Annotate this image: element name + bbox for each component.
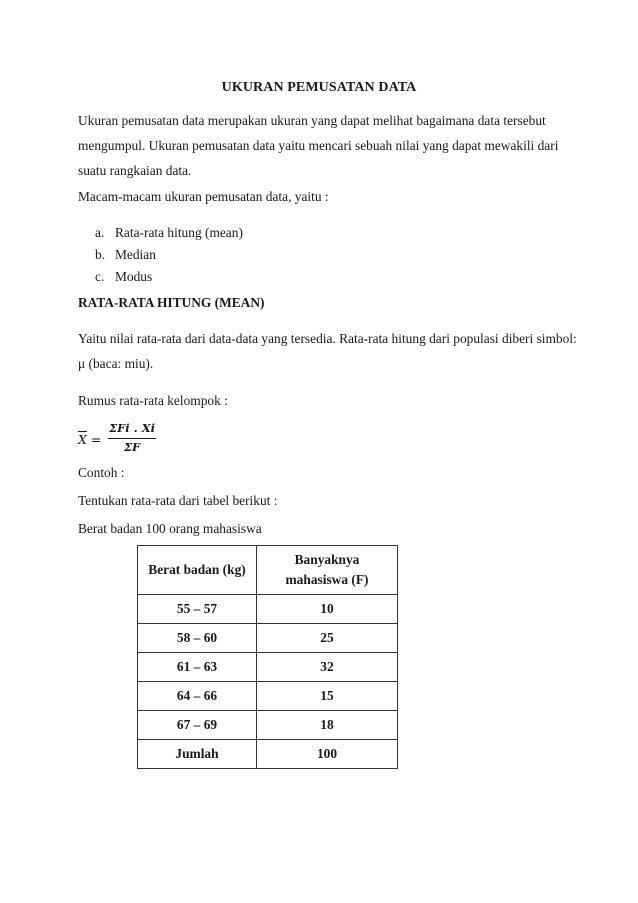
frequency-table <box>137 545 398 769</box>
formula-numerator: ΣFi . Xi <box>108 420 156 439</box>
table-cell-frequency: 18 <box>257 711 398 740</box>
column-header-weight: Berat badan (kg) <box>138 546 257 595</box>
column-header-line: mahasiswa (F) <box>285 572 369 587</box>
list-marker: a. <box>95 225 105 240</box>
table-cell-class: 61 – 63 <box>138 653 257 682</box>
mean-description <box>78 326 588 376</box>
mean-description-line: μ (baca: miu). <box>78 356 154 371</box>
mean-formula <box>78 420 198 464</box>
intro-line: Ukuran pemusatan data merupakan ukuran yang dapat melihat bagaimana data tersebut <box>78 113 546 128</box>
table-cell-total-value: 100 <box>257 740 398 769</box>
table-cell-class: 64 – 66 <box>138 682 257 711</box>
list-item-label: Rata-rata hitung (mean) <box>115 225 243 240</box>
mean-description-line: Yaitu nilai rata-rata dari data-data yang tersedia. Rata-rata hitung dari populasi diberi simbol: <box>78 331 577 346</box>
table-cell-frequency: 25 <box>257 624 398 653</box>
intro-paragraph <box>78 108 578 183</box>
table-cell-class: 67 – 69 <box>138 711 257 740</box>
column-header-line: Banyaknya <box>294 552 360 567</box>
table-total-row <box>138 740 398 769</box>
table-cell-frequency: 32 <box>257 653 398 682</box>
formula-equals: = <box>90 432 102 447</box>
table-cell-class: 58 – 60 <box>138 624 257 653</box>
table-row <box>138 595 398 624</box>
task-text: Tentukan rata-rata dari tabel berikut : <box>78 493 278 508</box>
column-header-frequency <box>257 546 398 595</box>
formula-mean-symbol: $\overline{X}$ <box>78 432 87 447</box>
types-intro: Macam-macam ukuran pemusatan data, yaitu : <box>78 189 329 204</box>
formula-label: Rumus rata-rata kelompok : <box>78 393 228 408</box>
table-cell-frequency: 15 <box>257 682 398 711</box>
types-list <box>95 222 243 288</box>
formula-denominator: ΣF <box>123 440 141 454</box>
list-item-label: Modus <box>115 269 153 284</box>
table-caption: Berat badan 100 orang mahasiswa <box>78 521 262 536</box>
table-cell-class: 55 – 57 <box>138 595 257 624</box>
table-row <box>138 682 398 711</box>
intro-line: mengumpul. Ukuran pemusatan data yaitu mencari sebuah nilai yang dapat mewakili dari <box>78 138 559 153</box>
table-row <box>138 653 398 682</box>
table-cell-total-label: Jumlah <box>138 740 257 769</box>
formula-fraction <box>108 420 156 456</box>
list-item-label: Median <box>115 247 156 262</box>
intro-line: suatu rangkaian data. <box>78 163 192 178</box>
table-cell-frequency: 10 <box>257 595 398 624</box>
list-item <box>95 244 243 266</box>
example-label: Contoh : <box>78 465 125 480</box>
list-marker: b. <box>95 247 106 262</box>
list-marker: c. <box>95 269 105 284</box>
document-title: UKURAN PEMUSATAN DATA <box>221 80 417 95</box>
list-item <box>95 266 243 288</box>
table-header-row <box>138 546 398 595</box>
formula-lhs <box>78 432 101 447</box>
table-row <box>138 711 398 740</box>
list-item <box>95 222 243 244</box>
table-row <box>138 624 398 653</box>
section-heading: RATA-RATA HITUNG (MEAN) <box>78 295 265 310</box>
